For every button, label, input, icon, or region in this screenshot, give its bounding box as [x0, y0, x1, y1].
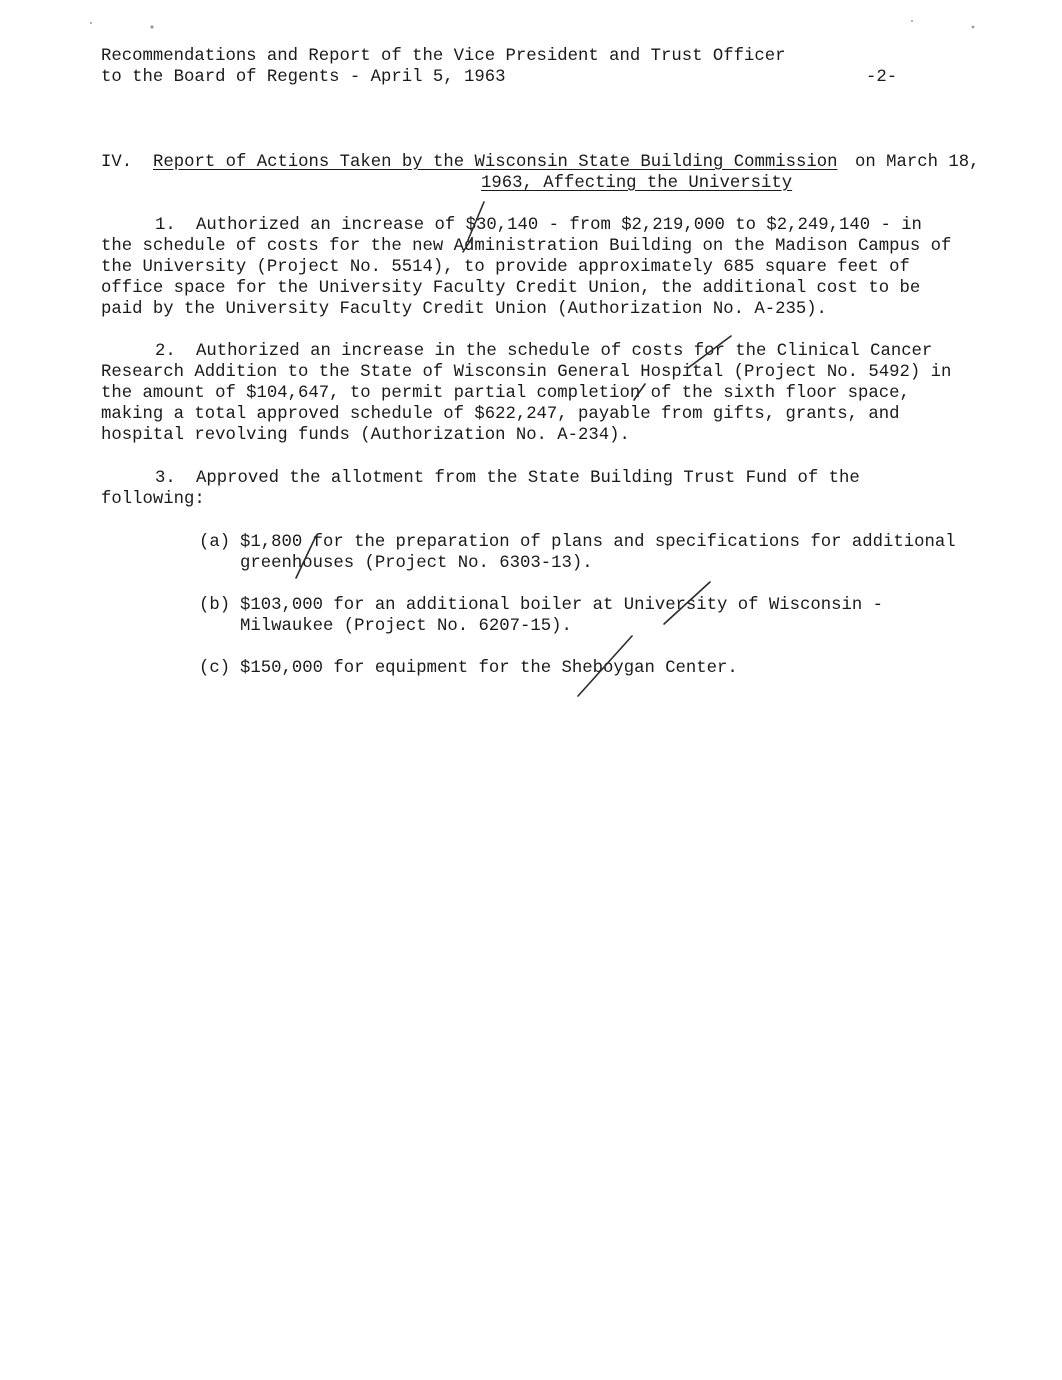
subitem-a-label: (a): [199, 533, 231, 552]
item-3-line-2: following:: [101, 490, 205, 509]
section-numeral: IV.: [101, 153, 133, 172]
header-line-2: to the Board of Regents - April 5, 1963: [101, 68, 506, 87]
scan-speck: [911, 20, 913, 22]
section-title-line-1: Report of Actions Taken by the Wisconsin State Building Commission: [153, 153, 838, 172]
item-2-line-3: the amount of $104,647, to permit partial completion of the sixth floor space,: [101, 384, 910, 403]
item-1-number: 1.: [155, 216, 176, 235]
page-number: -2-: [866, 68, 898, 87]
subitem-c-line-1: $150,000 for equipment for the Sheboygan Center.: [240, 659, 738, 678]
item-2-line-2: Research Addition to the State of Wisconsin General Hospital (Project No. 5492) in: [101, 363, 952, 382]
header-line-1: Recommendations and Report of the Vice President and Trust Officer: [101, 47, 786, 66]
section-title-suffix: on March 18,: [855, 153, 980, 172]
subitem-a-line-1: $1,800 for the preparation of plans and specifications for additional: [240, 533, 956, 552]
subitem-a-line-2: greenhouses (Project No. 6303-13).: [240, 554, 593, 573]
subitem-c-label: (c): [199, 659, 231, 678]
scan-speck: [90, 22, 92, 24]
subitem-b-label: (b): [199, 596, 231, 615]
item-1-line-3: the University (Project No. 5514), to provide approximately 685 square feet of: [101, 258, 910, 277]
item-1-line-2: the schedule of costs for the new Administration Building on the Madison Campus of: [101, 237, 952, 256]
scan-speck: [150, 25, 153, 28]
item-3-number: 3.: [155, 469, 176, 488]
section-title-line-2: 1963, Affecting the University: [481, 174, 793, 193]
subitem-b-line-1: $103,000 for an additional boiler at University of Wisconsin -: [240, 596, 883, 615]
item-2-line-1: Authorized an increase in the schedule of costs for the Clinical Cancer: [196, 342, 933, 361]
subitem-b-line-2: Milwaukee (Project No. 6207-15).: [240, 617, 572, 636]
item-1-line-5: paid by the University Faculty Credit Union (Authorization No. A-235).: [101, 300, 827, 319]
item-3-line-1: Approved the allotment from the State Building Trust Fund of the: [196, 469, 860, 488]
item-2-line-5: hospital revolving funds (Authorization No. A-234).: [101, 426, 630, 445]
item-1-line-1: Authorized an increase of $30,140 - from $2,219,000 to $2,249,140 - in: [196, 216, 922, 235]
item-2-number: 2.: [155, 342, 176, 361]
item-1-line-4: office space for the University Faculty Credit Union, the additional cost to be: [101, 279, 921, 298]
item-2-line-4: making a total approved schedule of $622,247, payable from gifts, grants, and: [101, 405, 900, 424]
scan-speck: [972, 26, 975, 29]
